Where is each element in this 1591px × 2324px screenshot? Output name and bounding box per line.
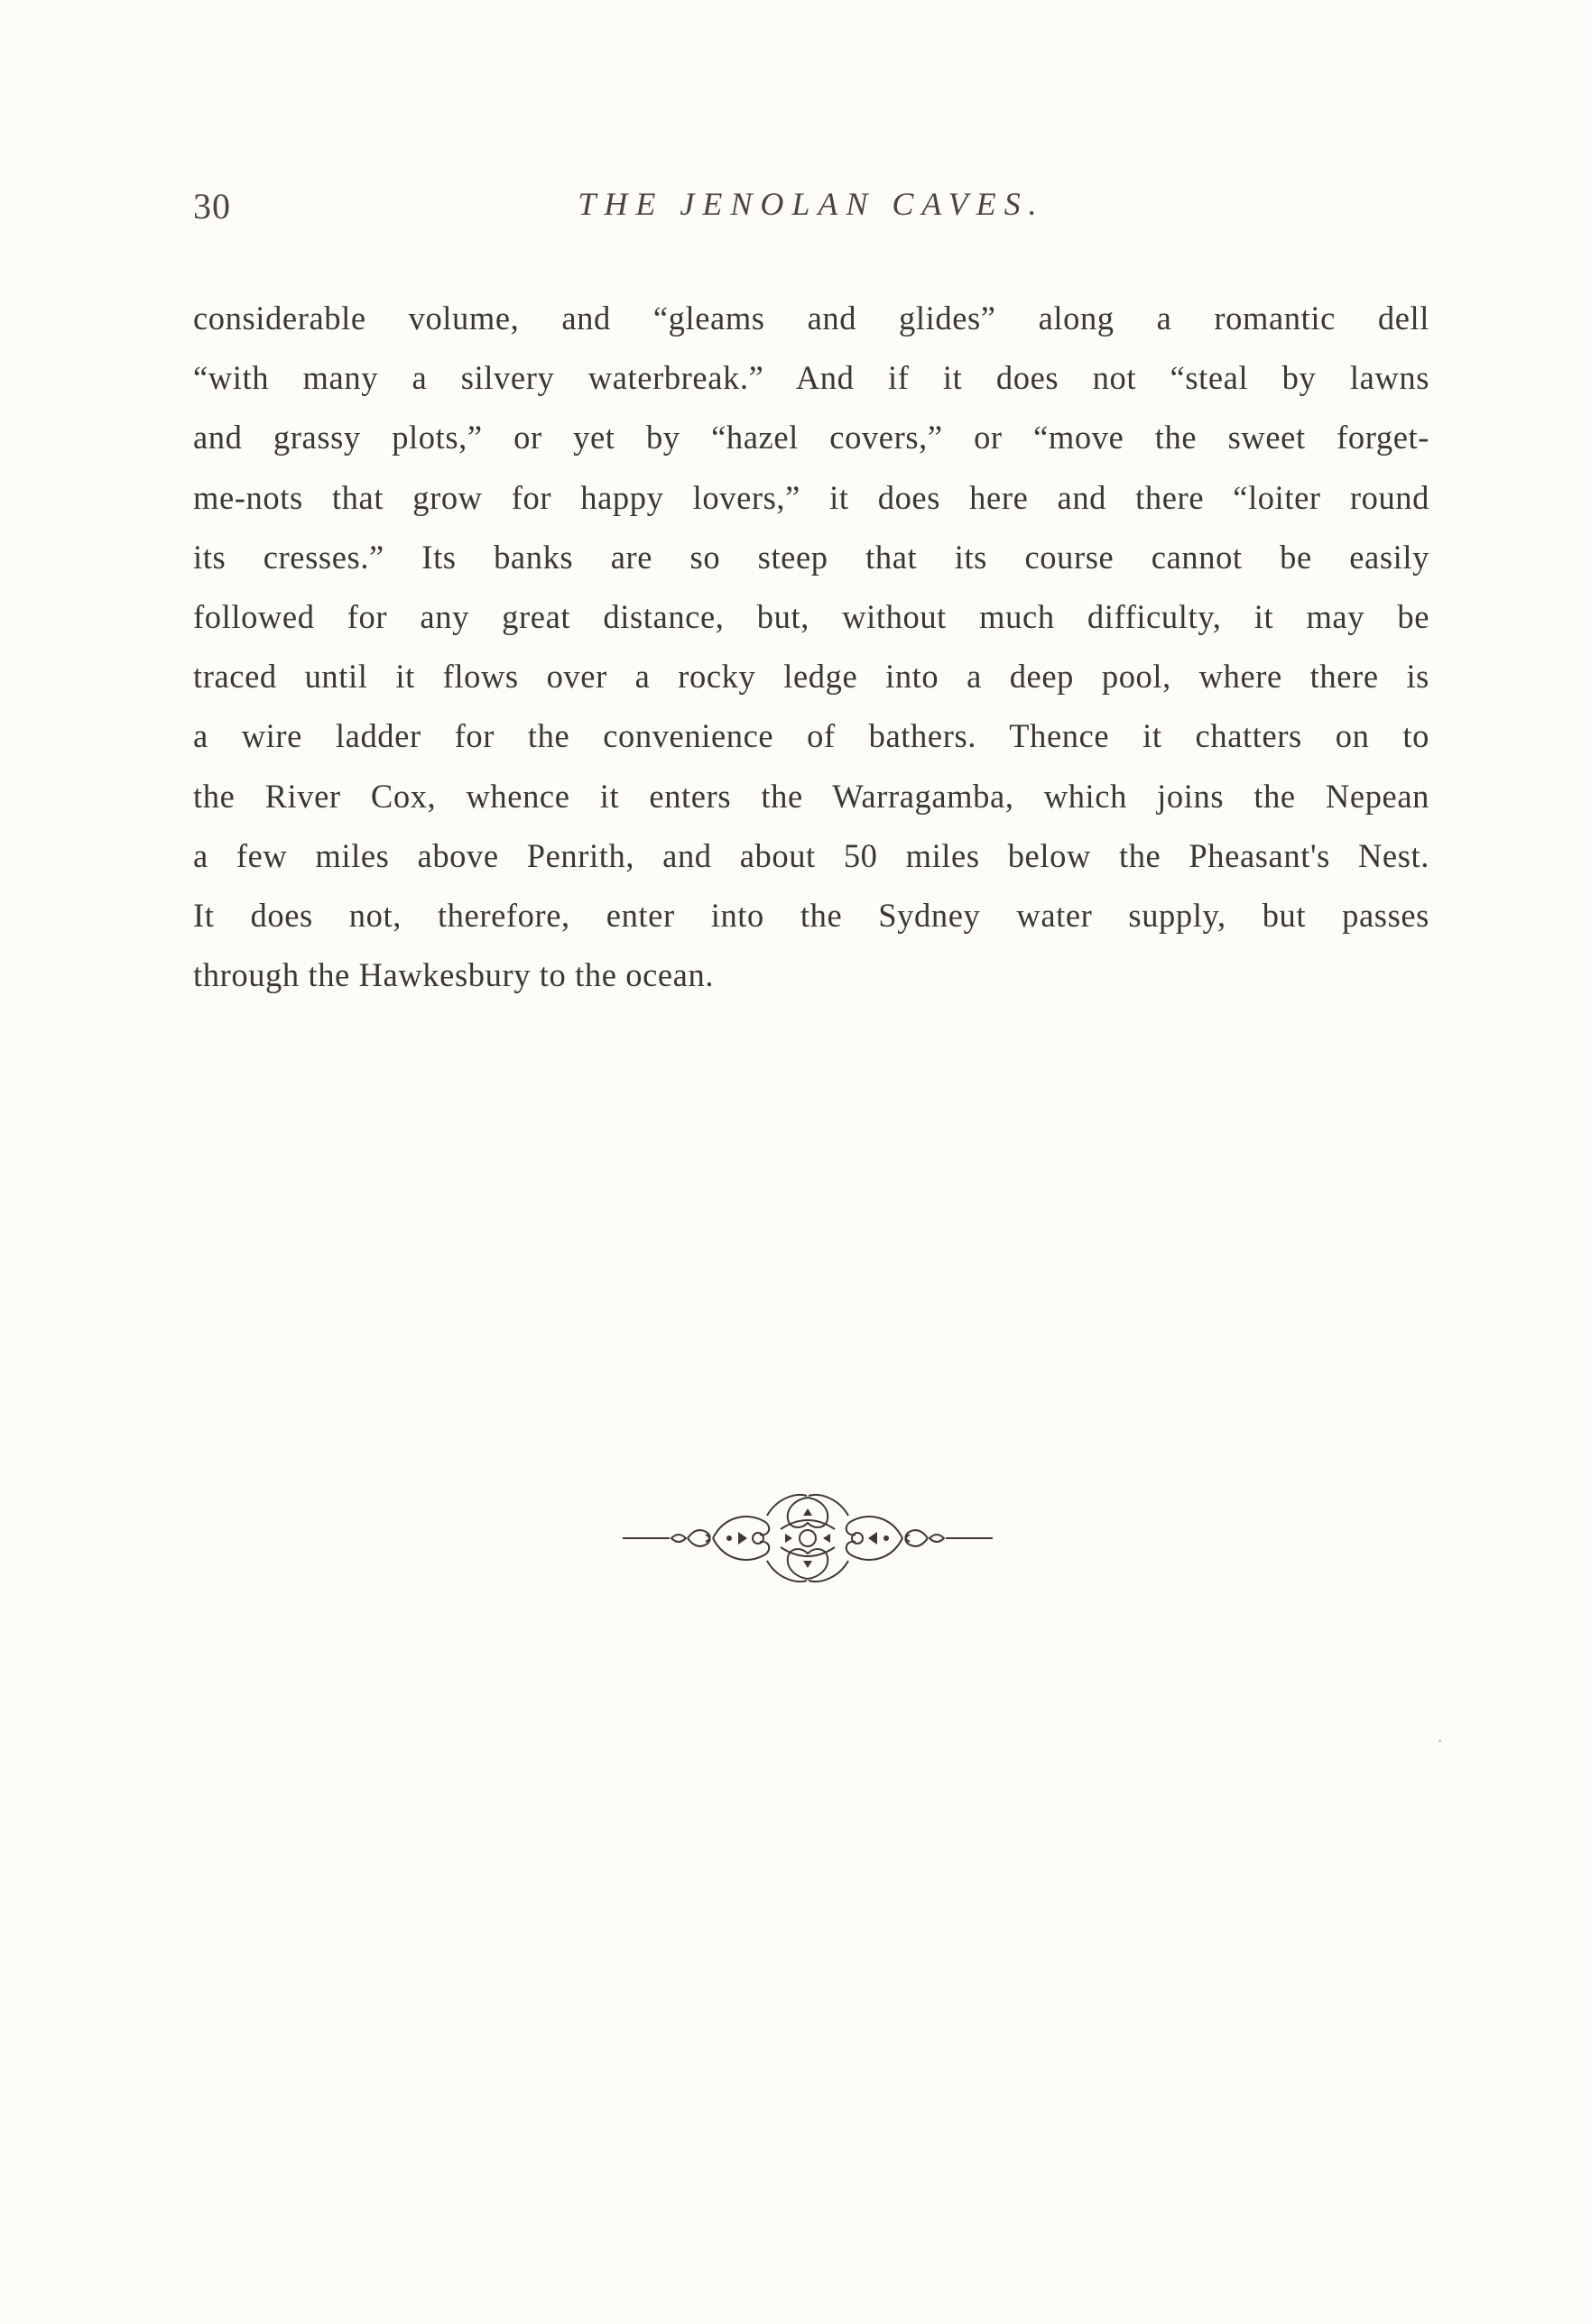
tailpiece-ornament-icon — [623, 1480, 993, 1597]
running-title: THE JENOLAN CAVES. — [578, 186, 1045, 222]
text-line-last: through the Hawkesbury to the ocean. — [193, 956, 715, 994]
page-number: 30 — [193, 186, 231, 226]
text-line: its cresses.” Its banks are so steep that its course cannot be easily — [193, 538, 1429, 576]
paper-speck — [1438, 1739, 1441, 1742]
text-line: me-nots that grow for happy lovers,” it does here and there “loiter round — [193, 478, 1429, 516]
text-line: the River Cox, whence it enters the Warragamba, which joins the Nepean — [193, 777, 1429, 815]
running-head — [193, 185, 1429, 239]
text-line: It does not, therefore, enter into the Sydney water supply, but passes — [193, 896, 1429, 934]
text-line: traced until it flows over a rocky ledge into a deep pool, where there is — [193, 658, 1429, 696]
body-paragraph — [193, 289, 1429, 1005]
text-line: a few miles above Penrith, and about 50 miles below the Pheasant's Nest. — [193, 836, 1429, 874]
text-line: and grassy plots,” or yet by “hazel covers,” or “move the sweet forget- — [193, 419, 1429, 456]
text-line: considerable volume, and “gleams and glides” along a romantic dell — [193, 300, 1429, 337]
text-line: followed for any great distance, but, without much difficulty, it may be — [193, 597, 1429, 635]
text-line: “with many a silvery waterbreak.” And if it does not “steal by lawns — [193, 359, 1429, 397]
text-line: a wire ladder for the convenience of bathers. Thence it chatters on to — [193, 717, 1429, 755]
